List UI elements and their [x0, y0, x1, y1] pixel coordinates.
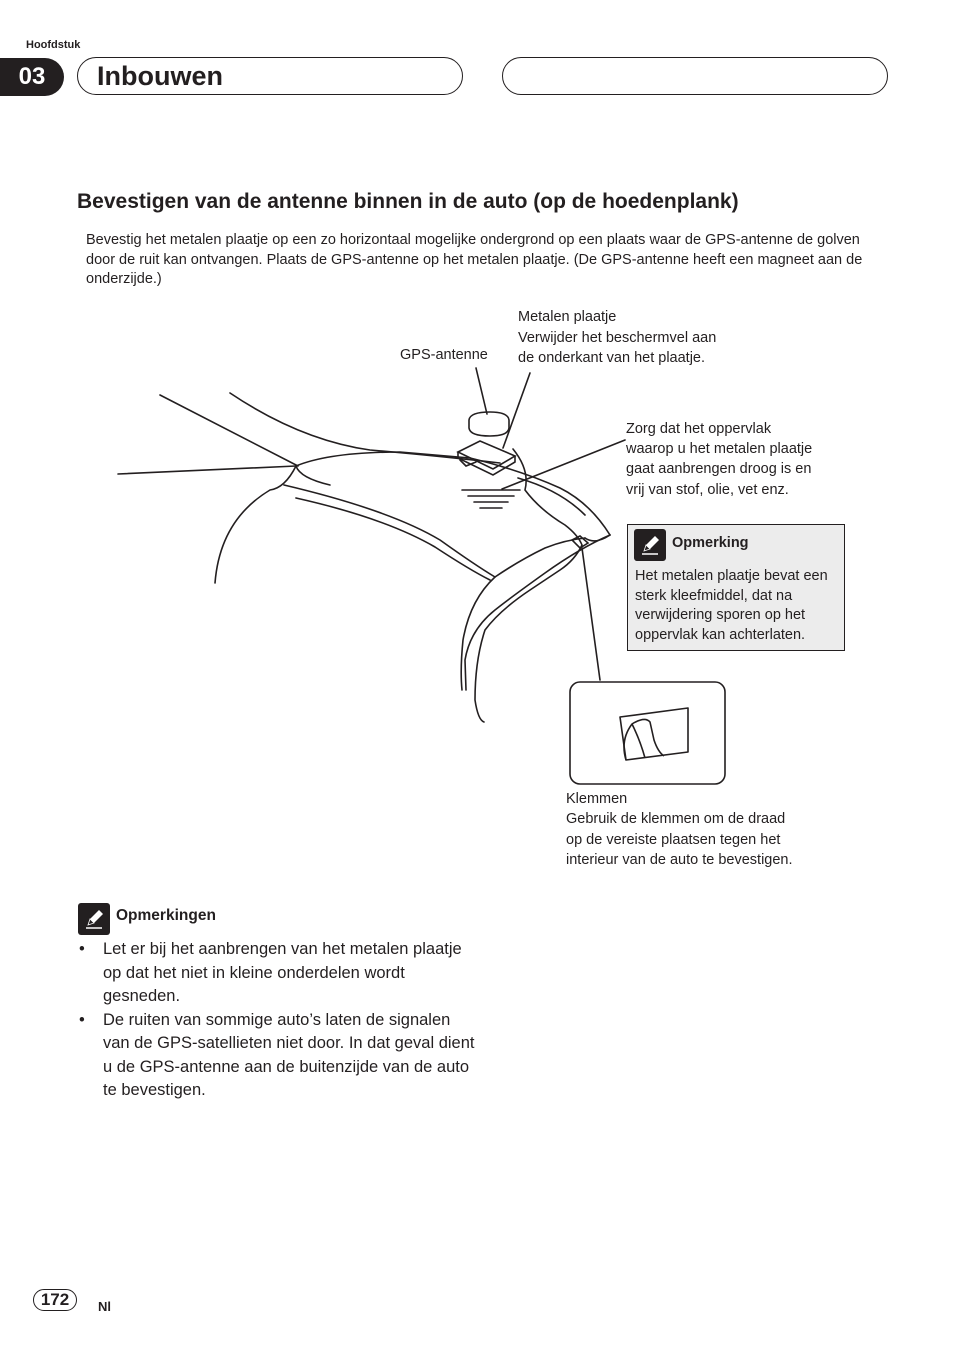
surface-note-line-3: gaat aanbrengen droog is en [626, 461, 812, 477]
clamps-desc-line-3: interieur van de auto te bevestigen. [566, 852, 793, 868]
list-item: • Let er bij het aanbrengen van het metalen plaatje op dat het niet in kleine onderdelen wordt gesneden. [76, 938, 476, 1009]
chapter-number-badge: 03 [0, 58, 64, 96]
intro-paragraph: Bevestig het metalen plaatje op een zo horizontaal mogelijke ondergrond op een plaats waar de GPS-antenne de golven door de ruit kan ontvangen. Plaats de GPS-antenne op het metalen plaatje. (De GPS-antenne heeft een magneet aan de onderzijde.) [86, 232, 863, 287]
notes-title: Opmerkingen [116, 907, 216, 924]
metal-plate-label: Metalen plaatje [518, 309, 617, 325]
notes-list [76, 938, 476, 1103]
clamps-label: Klemmen [566, 791, 628, 807]
surface-note-line-4: vrij van stof, olie, vet enz. [626, 482, 789, 498]
surface-note-line-1: Zorg dat het oppervlak [626, 421, 772, 437]
list-item: • De ruiten van sommige auto’s laten de signalen van de GPS-satellieten niet door. In dat geval dient u de GPS-antenne aan de buitenzijde van de auto te bevestigen. [76, 1009, 476, 1103]
pencil-icon [634, 529, 666, 561]
section-heading: Bevestigen van de antenne binnen in de auto (op de hoedenplank) [77, 190, 739, 213]
note-box-text: Het metalen plaatje bevat een sterk kleefmiddel, dat na verwijdering sporen op het oppervlak kan achterlaten. [635, 568, 828, 643]
metal-plate-desc-line-1: Verwijder het beschermvel aan [518, 330, 717, 346]
language-code: Nl [98, 1299, 111, 1314]
clamps-desc-line-1: Gebruik de klemmen om de draad [566, 811, 786, 827]
note-box-title: Opmerking [672, 535, 749, 551]
chapter-title: Inbouwen [97, 61, 223, 91]
gps-antenna-label: GPS-antenne [400, 347, 488, 363]
clamps-desc-line-2: op de vereiste plaatsen tegen het [566, 832, 781, 848]
pencil-icon [78, 903, 110, 935]
page-number: 172 [33, 1289, 77, 1311]
metal-plate-desc-line-2: de onderkant van het plaatje. [518, 350, 706, 366]
chapter-label: Hoofdstuk [26, 39, 81, 51]
surface-note-line-2: waarop u het metalen plaatje [626, 441, 813, 457]
